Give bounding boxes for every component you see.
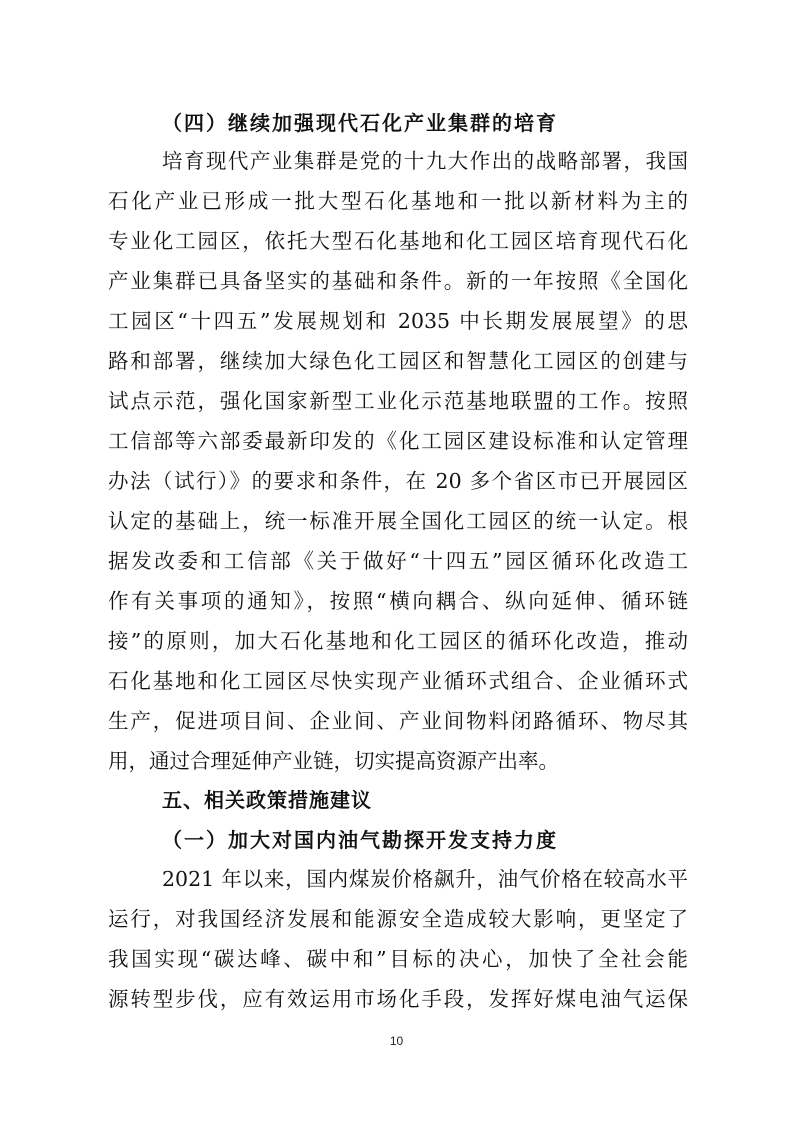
section-5-1-paragraph (108, 859, 688, 1019)
paragraph-line: 运行，对我国经济发展和能源安全造成较大影响，更坚定了 (108, 907, 688, 931)
section-5-1-heading: （一）加大对国内油气勘探开发支持力度 (162, 828, 558, 852)
paragraph-line: 专业化工园区，依托大型石化基地和化工园区培育现代石化 (108, 229, 688, 253)
paragraph-line: 作有关事项的通知》，按照“横向耦合、纵向延伸、循环链 (108, 589, 688, 613)
paragraph-line: 生产，促进项目间、企业间、产业间物料闭路循环、物尽其 (108, 709, 688, 733)
paragraph-line: 据发改委和工信部《关于做好“十四五”园区循环化改造工 (108, 549, 688, 573)
section-5-heading: 五、相关政策措施建议 (162, 788, 372, 812)
paragraph-line: 石化基地和化工园区尽快实现产业循环式组合、企业循环式 (108, 669, 688, 693)
paragraph-line: 接”的原则，加大石化基地和化工园区的循环化改造，推动 (108, 629, 688, 653)
paragraph-line: 工信部等六部委最新印发的《化工园区建设标准和认定管理 (108, 429, 688, 453)
paragraph-line: 石化产业已形成一批大型石化基地和一批以新材料为主的 (108, 189, 688, 213)
paragraph-line: 认定的基础上，统一标准开展全国化工园区的统一认定。根 (108, 509, 688, 533)
paragraph-line: 2021 年以来，国内煤炭价格飙升，油气价格在较高水平 (162, 867, 688, 891)
paragraph-line: 源转型步伐，应有效运用市场化手段，发挥好煤电油气运保 (108, 987, 688, 1011)
paragraph-line: 试点示范，强化国家新型工业化示范基地联盟的工作。按照 (108, 389, 688, 413)
paragraph-line: 培育现代产业集群是党的十九大作出的战略部署，我国 (162, 149, 688, 173)
paragraph-line: 我国实现“碳达峰、碳中和”目标的决心，加快了全社会能 (108, 947, 688, 971)
page-number: 10 (389, 1034, 404, 1048)
paragraph-line: 工园区“十四五”发展规划和 2035 中长期发展展望》的思 (108, 309, 688, 333)
paragraph-line: 产业集群已具备坚实的基础和条件。新的一年按照《全国化 (108, 269, 688, 293)
section-4-paragraph (108, 141, 688, 781)
paragraph-line: 办法（试行）》的要求和条件，在 20 多个省区市已开展园区 (108, 469, 688, 493)
paragraph-line: 路和部署，继续加大绿色化工园区和智慧化工园区的创建与 (108, 349, 688, 373)
section-4-heading: （四）继续加强现代石化产业集群的培育 (162, 111, 558, 135)
paragraph-line: 用，通过合理延伸产业链，切实提高资源产出率。 (108, 749, 559, 773)
